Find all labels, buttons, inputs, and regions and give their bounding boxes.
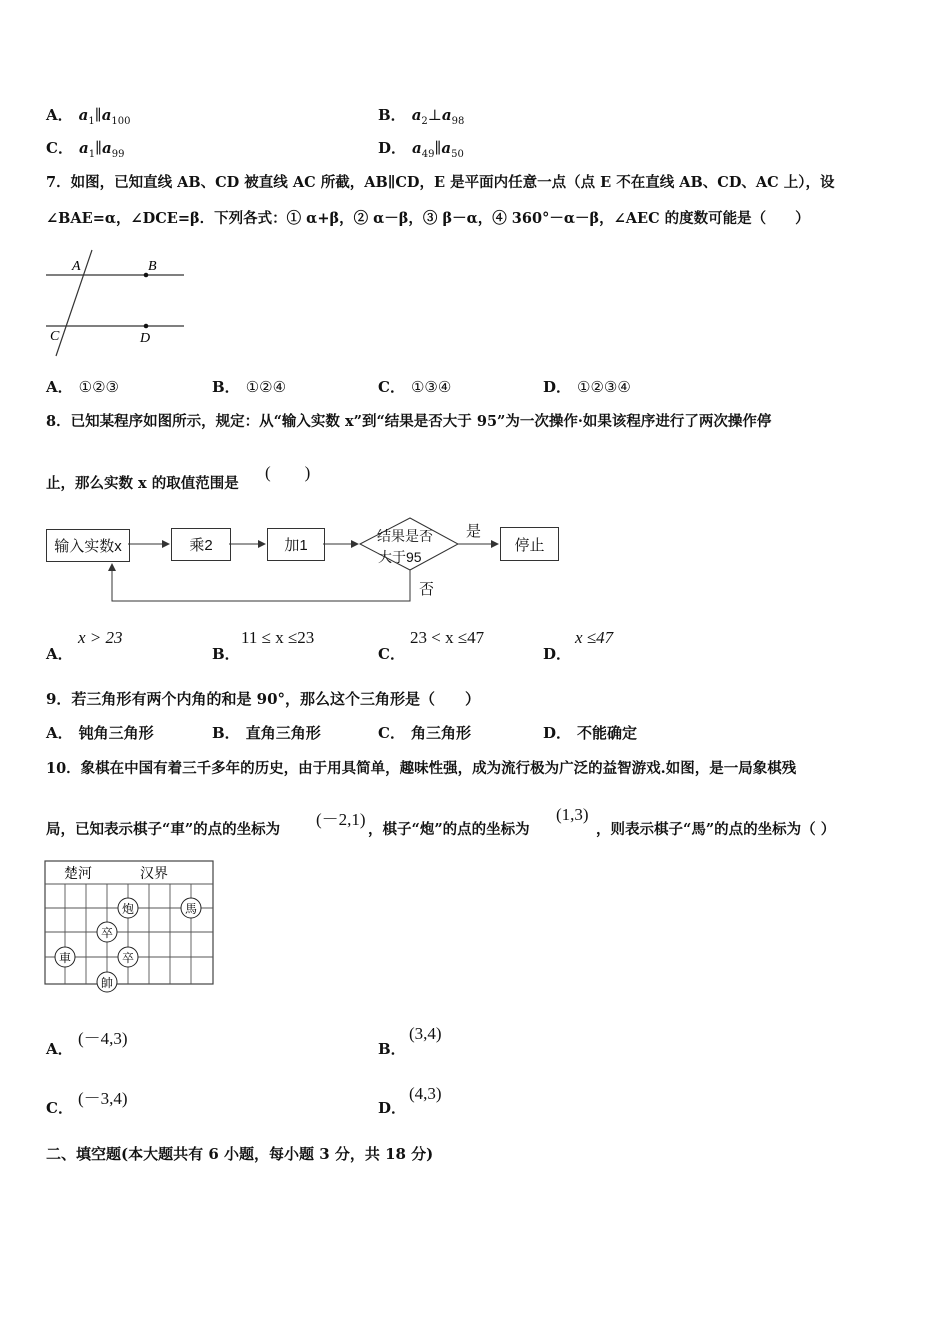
q6-option-b: B． $a_2\perp a_{98}$: [378, 106, 465, 127]
q9-option-b: B． 直角三角形: [212, 724, 321, 742]
river-label-chu: 楚河: [64, 865, 92, 881]
flow-no-label: 否: [419, 581, 435, 598]
q8-option-a: x > 23: [78, 628, 123, 647]
section-2-heading: 二、填空题(本大题共有 6 小题，每小题 3 分，共 18 分): [46, 1145, 434, 1163]
q6-option-d: D． $a_{49}\parallel a_{50}$: [378, 139, 464, 160]
chess-board: [44, 860, 216, 996]
q8-option-b-letter: B．: [212, 645, 240, 663]
q10-option-d: (4,3): [409, 1084, 442, 1103]
svg-text:帥: 帥: [100, 976, 114, 990]
q10-option-c: (－3,4): [78, 1089, 128, 1108]
q8-answer-paren: ( ): [265, 463, 311, 482]
point-d: [144, 324, 149, 329]
svg-text:卒: 卒: [100, 926, 114, 940]
flow-add-box: 加1: [267, 528, 325, 561]
flow-decision-text-2: 大于95: [378, 549, 422, 565]
svg-text:車: 車: [58, 951, 72, 965]
svg-text:馬: 馬: [184, 902, 198, 916]
q8-stem-line1: 8．已知某程序如图所示，规定：从“输入实数 x”到“结果是否大于 95”为一次操作·如果该程序进行了两次操作停: [46, 413, 772, 430]
q10-stem-line2c: ，则表示棋子“馬”的点的坐标为（ ）: [596, 821, 836, 838]
q10-option-a: (－4,3): [78, 1029, 128, 1048]
q7-stem-line1: 7．如图，已知直线 AB、CD 被直线 AC 所截，AB∥CD，E 是平面内任意一点（点 E 不在直线 AB、CD、AC 上），设: [46, 174, 835, 191]
piece-che: [55, 947, 75, 967]
q8-option-c-letter: C．: [378, 645, 405, 663]
q10-option-b: (3,4): [409, 1024, 442, 1043]
q10-option-b-letter: B．: [378, 1040, 406, 1058]
q10-option-d-letter: D．: [378, 1099, 407, 1117]
flow-multiply-box: 乘2: [171, 528, 231, 561]
q8-option-d: x ≤47: [575, 628, 614, 647]
q10-stem-line1: 10．象棋在中国有着三千多年的历史，由于用具简单，趣味性强，成为流行极为广泛的益智游戏.如图，是一局象棋残: [46, 760, 797, 777]
river-label-han: 汉界: [140, 865, 168, 881]
q9-option-a: A． 钝角三角形: [46, 724, 154, 742]
q6-option-c: C． $a_1\parallel a_{99}$: [46, 139, 125, 160]
q8-stem-line2: 止，那么实数 x 的取值范围是: [46, 475, 239, 492]
piece-shuai: [97, 972, 117, 992]
label-b: B: [148, 259, 157, 274]
q7-option-b: B． ①②④: [212, 378, 287, 396]
piece-zu-1: [97, 922, 117, 942]
q6-option-a: A． $a_1\parallel a_{100}$: [46, 106, 131, 127]
piece-pao: [118, 898, 138, 918]
q7-option-c: C． ①③④: [378, 378, 452, 396]
flow-decision-text-1: 结果是否: [377, 528, 433, 544]
flow-input-box: 输入实数x: [46, 529, 130, 562]
q8-option-b: 11 ≤ x ≤23: [241, 628, 315, 647]
q10-coord-che: (－2,1): [316, 810, 366, 829]
piece-zu-2: [118, 947, 138, 967]
label-a: A: [72, 259, 81, 274]
flowchart-connectors: [40, 512, 570, 608]
q10-stem-line2b: ，棋子“炮”的点的坐标为: [368, 821, 530, 838]
label-c: C: [50, 329, 60, 344]
q10-stem-line2a: 局，已知表示棋子“車”的点的坐标为: [46, 821, 281, 838]
q10-option-c-letter: C．: [46, 1099, 73, 1117]
q8-option-a-letter: A．: [46, 645, 73, 663]
svg-text:卒: 卒: [121, 951, 135, 965]
q9-stem: 9．若三角形有两个内角的和是 90°，那么这个三角形是（ ）: [46, 690, 481, 708]
svg-text:炮: 炮: [121, 902, 135, 916]
arrow-loop-back: [112, 564, 410, 601]
q7-figure: [44, 248, 190, 360]
q8-option-c: 23 < x ≤47: [410, 628, 485, 647]
q10-option-a-letter: A．: [46, 1040, 73, 1058]
piece-ma: [181, 898, 201, 918]
label-d: D: [140, 331, 151, 346]
q8-option-d-letter: D．: [543, 645, 572, 663]
flow-stop-box: 停止: [500, 527, 559, 561]
q7-option-a: A． ①②③: [46, 378, 119, 396]
q7-stem-line2: ∠BAE=α，∠DCE=β．下列各式：① α+β，② α－β，③ β－α，④ 360°－α－β，∠AEC 的度数可能是（ ）: [46, 210, 810, 227]
q10-coord-pao: (1,3): [556, 805, 589, 824]
flow-yes-label: 是: [466, 523, 482, 540]
q9-option-c: C． 角三角形: [378, 724, 471, 742]
q7-option-d: D． ①②③④: [543, 378, 631, 396]
q9-option-d: D． 不能确定: [543, 724, 638, 742]
